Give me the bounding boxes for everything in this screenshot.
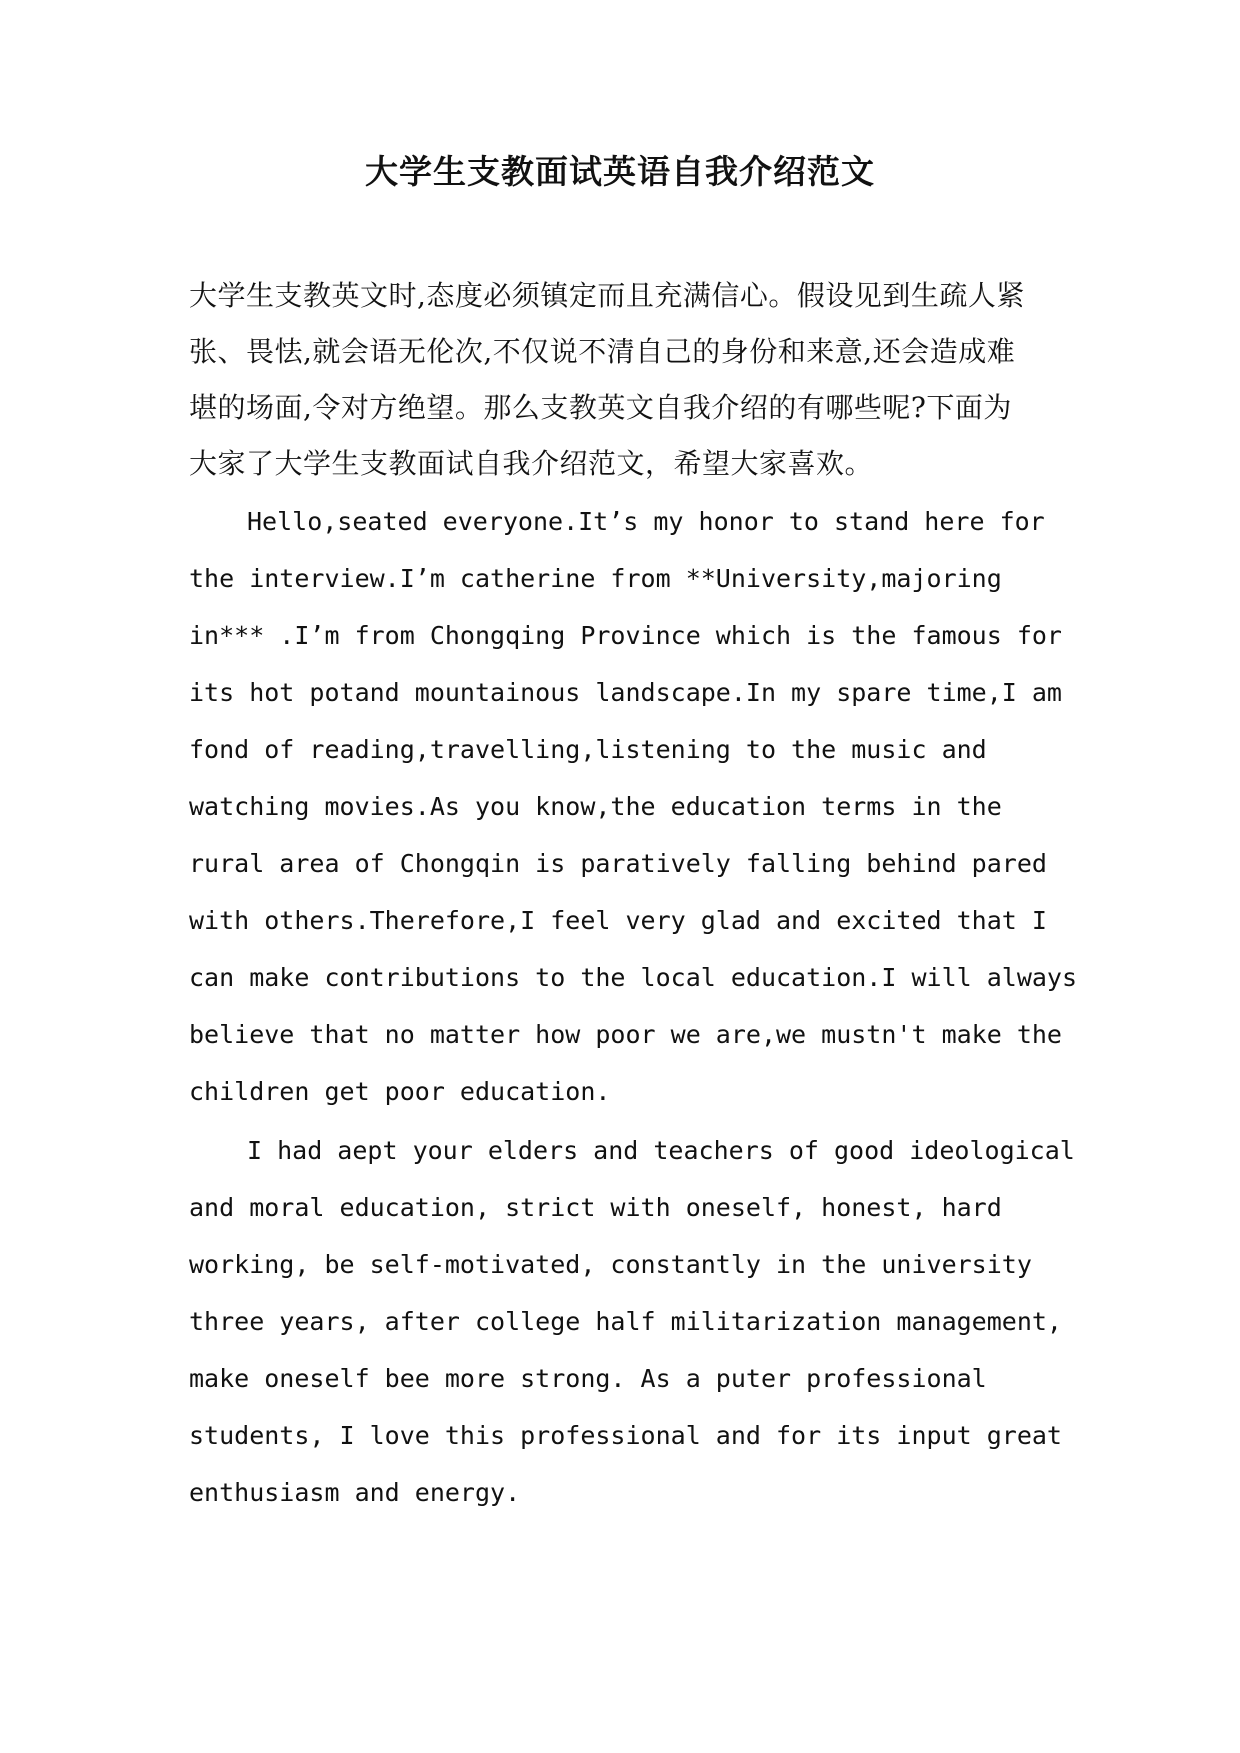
paragraph-line: Hello,seated everyone.It’s my honor to stand here for [247,507,1045,536]
paragraph-line: and moral education, strict with oneself, honest, hard [189,1193,1002,1222]
paragraph-line: the interview.I’m catherine from **University,majoring [189,564,1002,593]
document-title: 大学生支教面试英语自我介绍范文 [365,152,875,191]
intro-line: 大学生支教英文时,态度必须镇定而且充满信心。假设见到生疏人紧 [189,279,1025,312]
intro-line: 大家了大学生支教面试自我介绍范文，希望大家喜欢。 [189,447,874,480]
english-paragraph-1 [189,493,1078,1120]
paragraph-line: with others.Therefore,I feel very glad and excited that I [189,906,1047,935]
paragraph-line: in*** .I’m from Chongqing Province which is the famous for [189,621,1062,650]
paragraph-line: I had aept your elders and teachers of good ideological [247,1136,1075,1165]
intro-paragraph [189,268,1059,492]
intro-line: 张、畏怯,就会语无伦次,不仅说不清自己的身份和来意,还会造成难 [189,335,1016,368]
paragraph-line: watching movies.As you know,the education terms in the [189,792,1002,821]
paragraph-line: working, be self-motivated, constantly in the university [189,1250,1032,1279]
paragraph-line: fond of reading,travelling,listening to the music and [189,735,987,764]
paragraph-line: its hot potand mountainous landscape.In my spare time,I am [189,678,1062,707]
english-paragraph-2 [189,1122,1075,1521]
paragraph-line: can make contributions to the local education.I will always [189,963,1078,992]
paragraph-line: enthusiasm and energy. [189,1478,521,1507]
paragraph-line: rural area of Chongqin is paratively falling behind pared [189,849,1047,878]
intro-line: 堪的场面,令对方绝望。那么支教英文自我介绍的有哪些呢?下面为 [189,391,1012,424]
paragraph-line: three years, after college half militarization management, [189,1307,1062,1336]
paragraph-line: children get poor education. [189,1077,611,1106]
paragraph-line: believe that no matter how poor we are,we mustn't make the [189,1020,1062,1049]
paragraph-line: make oneself bee more strong. As a puter professional [189,1364,987,1393]
paragraph-line: students, I love this professional and for its input great [189,1421,1062,1450]
